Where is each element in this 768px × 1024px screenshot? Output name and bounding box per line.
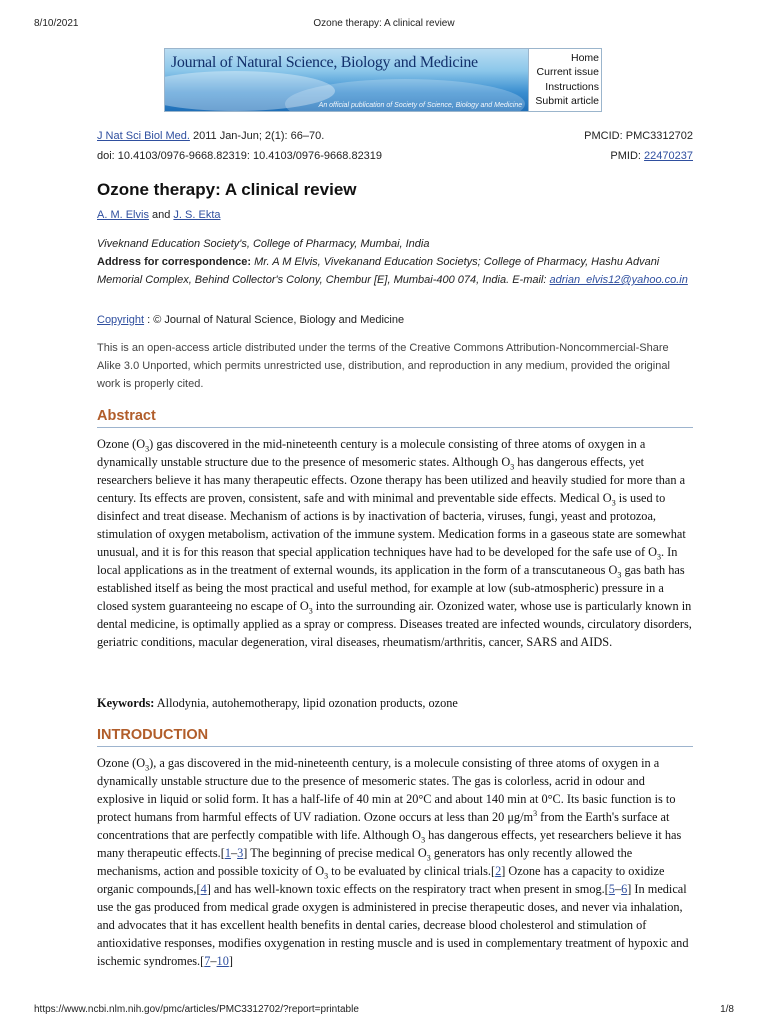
copyright-line [97,314,693,326]
reference-link[interactable]: 6 [621,882,628,896]
nav-submit-article[interactable]: Submit article [535,95,599,108]
abstract-heading: Abstract [97,408,693,428]
keywords [97,696,693,711]
journal-nav [528,49,601,111]
introduction-heading: INTRODUCTION [97,727,693,747]
pmid-link[interactable]: 22470237 [644,150,693,162]
correspondence [97,253,693,289]
keywords-text: Allodynia, autohemotherapy, lipid ozonation products, ozone [154,696,458,710]
doi: doi: 10.4103/0976-9668.82319: 10.4103/0976-9668.82319 [97,150,383,162]
journal-name: Journal of Natural Science, Biology and Medicine [171,54,478,71]
print-page-number: 1/8 [720,1004,734,1015]
keywords-label: Keywords: [97,696,155,710]
affiliation-block [97,235,693,289]
nav-instructions[interactable]: Instructions [545,80,599,93]
citation-block [97,126,693,166]
article-title: Ozone therapy: A clinical review [97,180,357,199]
license-notice: This is an open-access article distributed under the terms of the Creative Commons Attribution-Noncommercial-Share Alike 3.0 Unported, which permits unrestricted use, distribution, and reproduction in any medium, provided the original work is properly cited. [97,342,670,390]
journal-banner [164,48,602,112]
author-list [97,209,693,221]
pmcid: PMCID: PMC3312702 [584,130,693,142]
correspondence-label: Address for correspondence: [97,256,252,268]
copyright-link[interactable]: Copyright [97,314,145,326]
correspondence-text: Mr. A M Elvis, Vivekanand Education Societys; College of Pharmacy, Hashu Advani Memorial Complex, Behind Collector's Colony, Chembur [E], Mumbai-400 074, India. E-mail: [97,256,660,286]
citation-details: 2011 Jan-Jun; 2(1): 66–70. [189,130,325,142]
reference-link[interactable]: 2 [495,864,502,878]
print-title: Ozone therapy: A clinical review [313,18,455,29]
reference-link[interactable]: 4 [200,882,207,896]
author-link[interactable]: A. M. Elvis [97,209,149,221]
reference-link[interactable]: 3 [237,846,244,860]
introduction-text: Ozone $(O_3)$, a gas discovered in the mid-nineteenth century, is a molecule consisting of three atoms of oxygen in a dynamically unstable structure due to the presence of mesomeric states. The gas is colorless, acrid in odour and explosive in liquid or solid form. It has a half-life of 40 min at 20°C and about 140 min at 0°C. Its basic function is to protect humans from harmful effects of UV radiation. Ozone occurs at less than 20 $\mu g/m^3$ from the Earth's surface at concentrations that are perfectly compatible with life. Although $O_3$ has dangerous effects, yet researchers believe it has many therapeutic effects.[1–3] The beginning of precise medical $O_3$ generators has only recently allowed the mechanisms, action and possible toxicity of $O_3$ to be evaluated by clinical trials.[2] Ozone has a capacity to oxidize organic compounds,[4] and has well-known toxic effects on the respiratory tract when present in smog.[5–6] In medical use the gas produced from medical grade oxygen is administered in precise therapeutic doses, and never via inhalation, and advocates that it has excellent health benefits in dental caries, decrease blood cholesterol and stimulation of antioxidative responses, modifies oxygenation in resting muscle and is used in complementary treatment of hypoxic and ischemic syndromes.[7–10] [97,756,689,968]
nav-current-issue[interactable]: Current issue [536,66,599,79]
email-link[interactable]: adrian_elvis12@yahoo.co.in [549,274,688,286]
journal-logo-area[interactable] [165,49,528,111]
nav-home[interactable]: Home [570,51,599,64]
reference-link[interactable]: 7 [204,954,211,968]
reference-link[interactable]: 5 [608,882,615,896]
author-link[interactable]: J. S. Ekta [173,209,221,221]
print-url: https://www.ncbi.nlm.nih.gov/pmc/articles/PMC3312702/?report=printable [34,1004,359,1015]
copyright-text: : © Journal of Natural Science, Biology and Medicine [144,314,405,326]
author-separator: and [148,209,174,221]
journal-publisher: An official publication of Society of Science, Biology and Medicine [318,102,523,109]
print-date: 8/10/2021 [34,18,79,29]
pmid-label: PMID: [610,150,645,162]
journal-link[interactable]: J Nat Sci Biol Med. [97,130,190,142]
affiliation: Viveknand Education Society's, College of Pharmacy, Mumbai, India [97,238,430,250]
reference-link[interactable]: 10 [216,954,229,968]
reference-link[interactable]: 1 [224,846,231,860]
abstract-text: Ozone $(O_3)$ gas discovered in the mid-nineteenth century is a molecule consisting of three atoms of oxygen in a dynamically unstable structure due to the presence of mesomeric states. Although $O_3$ has dangerous effects, yet researchers believe it has many therapeutic effects. Ozone therapy has been utilized and heavily studied for more than a century. Its effects are proven, consistent, safe and with minimal and preventable side effects. Medical $O_3$ is used to disinfect and treat disease. Mechanism of actions is by inactivation of bacteria, viruses, fungi, yeast and protozoa, stimulation of oxygen metabolism, activation of the immune system. Medication forms in a gaseous state are somewhat unusual, and it is for this reason that special application techniques have had to be developed for the safe use of $O_3$. In local applications as in the treatment of external wounds, its application in the form of a transcutaneous $O_3$ gas bath has established itself as being the most practical and useful method, for example at low (sub-atmospheric) pressure in a closed system guaranteeing no escape of $O_3$ into the surrounding air. Ozonized water, whose use is particularly known in dental medicine, is optimally applied as a spray or compress. Diseases treated are infected wounds, circulatory disorders, geriatric conditions, macular degeneration, viral diseases, rheumatism/arthritis, cancer, SARS and AIDS. [97,437,692,649]
